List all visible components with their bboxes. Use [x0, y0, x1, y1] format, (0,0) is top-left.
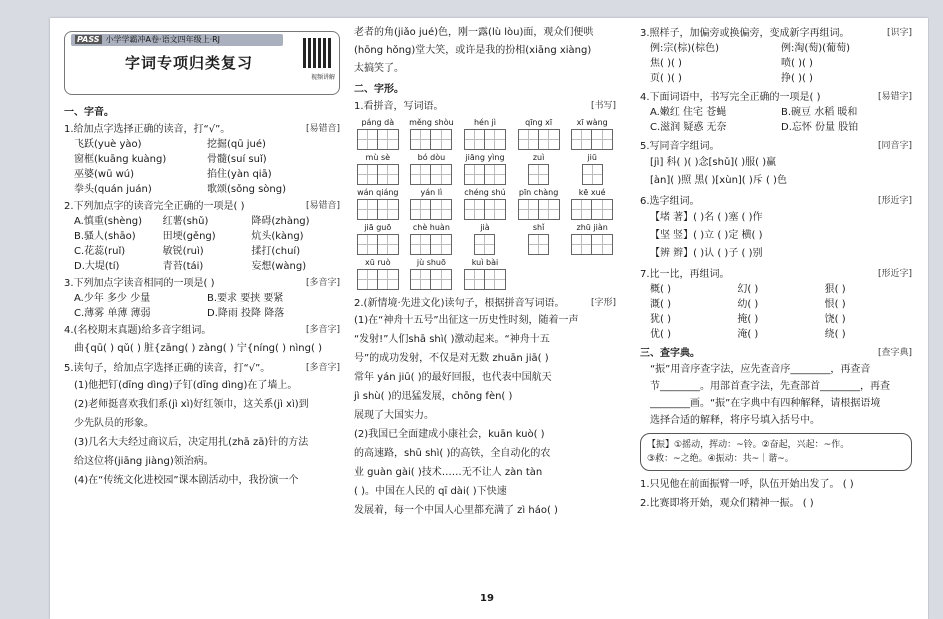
writing-box[interactable] — [518, 199, 539, 220]
text-line: 展现了大国实力。 — [354, 410, 434, 421]
writing-boxes — [461, 129, 509, 150]
question-text: 1.给加点字选择正确的读音，打“√”。 — [64, 124, 231, 135]
writing-box[interactable] — [357, 199, 378, 220]
question-tag: [多音字] — [305, 278, 340, 288]
section-heading: 二、字形。 — [354, 84, 404, 95]
pinyin-label: jù shuō — [416, 258, 446, 267]
question-tag: [查字典] — [877, 348, 912, 358]
answer-row — [74, 244, 340, 259]
answer-cell: B.骚人(shāo) — [74, 231, 136, 242]
writing-boxes — [408, 164, 456, 185]
text-line: “振”用音序查字法，应先查音序________，再查音 — [650, 364, 871, 375]
question-text: 2.(新情境·先进文化)读句子，根据拼音写词语。 — [354, 298, 565, 309]
writing-boxes — [408, 269, 456, 290]
text-line: 常年 yán jiū( )的最好回报，也代表中国航天 — [354, 372, 552, 383]
answer-cell: 例:宗(棕)(棕色) — [650, 43, 719, 54]
pinyin-label: bó dòu — [417, 153, 446, 162]
writing-box[interactable] — [539, 129, 560, 150]
question-2 — [354, 296, 616, 311]
question-text: 3.下列加点字读音相同的一项是( ) — [64, 278, 215, 289]
text-line: 少先队员的形象。 — [74, 418, 154, 429]
writing-box[interactable] — [378, 199, 399, 220]
writing-box[interactable] — [431, 234, 452, 255]
writing-boxes — [515, 234, 563, 255]
writing-box[interactable] — [485, 269, 506, 290]
text-line: 【振】①摇动，挥动：~铃。②奋起，兴起：~作。 — [647, 440, 850, 450]
answer-cell: 敏锐(ruì) — [162, 246, 204, 257]
text-line: 给这位将(jiāng jiàng)领治病。 — [74, 456, 214, 467]
question-tag: [同音字] — [877, 141, 912, 151]
answer-cell: 恨( ) — [824, 299, 846, 310]
answer-cell: B.碗豆 水稻 暖和 — [781, 107, 858, 118]
pinyin-item — [568, 222, 616, 255]
writing-box[interactable] — [592, 234, 613, 255]
question-tag: [字形] — [590, 298, 616, 308]
answer-cell: C.花蕊(ruǐ) — [74, 246, 126, 257]
scrollbar-track[interactable] — [929, 0, 943, 619]
answer-row — [74, 306, 340, 321]
answer-row — [650, 327, 912, 342]
text-line: [jì] 科( )( )念[shǔ]( )服( )赢 — [650, 157, 777, 168]
pinyin-item — [354, 222, 402, 255]
writing-box[interactable] — [485, 129, 506, 150]
qr-label: 视频讲解 — [310, 74, 335, 81]
pinyin-item — [515, 117, 563, 150]
text-line: ________画。“振”在字典中有四种解释，请根据语境 — [650, 398, 881, 409]
answer-cell: A.少年 多少 少量 — [74, 293, 151, 304]
writing-box[interactable] — [357, 269, 378, 290]
answer-cell: 页( )( ) — [650, 73, 682, 84]
pinyin-item — [408, 187, 456, 220]
answer-row — [74, 137, 340, 152]
workbook-page — [50, 18, 928, 619]
answer-cell: 巫婆(wū wú) — [74, 169, 135, 180]
question-text: 3.照样子，加偏旁或换偏旁，变成新字再组词。 — [640, 28, 850, 39]
column-left — [64, 18, 340, 603]
pinyin-item — [354, 257, 402, 290]
question-text: 2.下列加点字的读音完全正确的一项是( ) — [64, 201, 245, 212]
text-line: 号”的成功发射，不仅是对无数 zhuān jiā( ) — [354, 353, 549, 364]
writing-box[interactable] — [464, 269, 485, 290]
answer-cell: 幼( ) — [737, 299, 759, 310]
question-5 — [64, 361, 340, 376]
writing-boxes — [354, 129, 402, 150]
answer-row — [74, 229, 340, 244]
writing-box[interactable] — [410, 269, 431, 290]
text-line: 发展着，每一个中国人心里都充满了 zì háo( ) — [354, 505, 558, 516]
writing-box[interactable] — [431, 164, 452, 185]
answer-cell: 红薯(shǔ) — [162, 216, 209, 227]
pinyin-label: jià — [480, 223, 490, 232]
question-7 — [640, 267, 912, 282]
writing-boxes — [461, 199, 509, 220]
writing-boxes — [408, 129, 456, 150]
writing-box[interactable] — [571, 234, 592, 255]
column-middle — [354, 24, 616, 609]
pinyin-label: yán lì — [420, 188, 443, 197]
question-3 — [64, 276, 340, 291]
writing-boxes — [515, 129, 563, 150]
question-1 — [354, 99, 616, 114]
answer-cell: 炕头(kàng) — [251, 231, 304, 242]
writing-box[interactable] — [464, 199, 485, 220]
writing-boxes — [568, 234, 616, 255]
answer-cell: 挣( )( ) — [781, 73, 813, 84]
pinyin-label: jiāng yìng — [465, 153, 505, 162]
answer-cell: 掐住(yàn qiā) — [207, 169, 272, 180]
pinyin-label: wán qiáng — [357, 188, 399, 197]
writing-boxes — [354, 164, 402, 185]
writing-boxes — [461, 234, 509, 255]
answer-cell: 喷( )( ) — [781, 58, 813, 69]
series-bar — [71, 34, 283, 46]
writing-boxes — [568, 129, 616, 150]
text-line: (2)我国已全面建成小康社会，kuān kuò( ) — [354, 429, 545, 440]
pinyin-item — [515, 222, 563, 255]
answer-row — [650, 297, 912, 312]
column-right — [640, 24, 912, 609]
brand-logo: PASS — [77, 35, 100, 44]
answer-cell: 优( ) — [650, 329, 671, 340]
text-line: [àn]( )照 黑( )[xùn]( )斥 ( )色 — [650, 175, 787, 186]
pinyin-label: xī wàng — [576, 118, 608, 127]
question-text: 1.看拼音，写词语。 — [354, 101, 444, 112]
text-line: 【坚 竖】( )立 ( )定 横( ) — [650, 230, 763, 241]
pinyin-label: jiū — [587, 153, 597, 162]
writing-boxes — [354, 234, 402, 255]
answer-cell: B.要求 要挟 要紧 — [207, 293, 284, 304]
writing-box[interactable] — [357, 234, 378, 255]
pinyin-item — [568, 117, 616, 150]
answer-cell: D.忘怀 份量 股铂 — [781, 122, 859, 133]
answer-cell: 淹( ) — [737, 329, 759, 340]
pinyin-item — [461, 257, 509, 290]
answer-row — [650, 312, 912, 327]
text-line: 【堵 著】( )名 ( )塞 ( )作 — [650, 212, 763, 223]
answer-cell: 降碍(zhàng) — [251, 216, 310, 227]
writing-boxes — [408, 199, 456, 220]
answer-cell: A.嫩红 住宅 苍蝇 — [650, 107, 727, 118]
section-heading: 一、字音。 — [64, 107, 114, 118]
writing-box[interactable] — [485, 164, 506, 185]
answer-cell: 饶( ) — [824, 314, 846, 325]
page-number: 19 — [480, 593, 494, 604]
writing-box[interactable] — [378, 234, 399, 255]
pinyin-item — [515, 152, 563, 185]
question-text: 5.读句子，给加点字选择正确的读音，打“√”。 — [64, 363, 271, 374]
writing-box[interactable] — [410, 199, 431, 220]
question-tag: [形近字] — [877, 269, 912, 279]
answer-cell: 妄想(wàng) — [251, 261, 307, 272]
writing-boxes — [515, 199, 563, 220]
writing-box[interactable] — [571, 129, 592, 150]
answer-cell: 歌颂(sǒng sòng) — [207, 184, 287, 195]
text-line: (hōng hǒng)堂大笑，或许是我的扮相(xiāng xiàng) — [354, 45, 592, 56]
text-line: ( )。中国在人民的 qī dài( )下快速 — [354, 486, 507, 497]
question-text: 7.比一比，再组词。 — [640, 269, 730, 280]
answer-row — [74, 152, 340, 167]
pinyin-label: pīn chàng — [518, 188, 559, 197]
answer-cell: 溉( ) — [650, 299, 671, 310]
writing-box[interactable] — [378, 129, 399, 150]
writing-box[interactable] — [464, 164, 485, 185]
text-line: (3)几名大夫经过商议后，决定用扎(zhā zā)针的方法 — [74, 437, 309, 448]
answer-row — [650, 105, 912, 120]
question-tag: [易错音] — [305, 124, 340, 134]
writing-box[interactable] — [431, 269, 452, 290]
answer-cell: 焦( )( ) — [650, 58, 682, 69]
answer-cell: 幻( ) — [737, 284, 759, 295]
writing-box[interactable] — [464, 129, 485, 150]
pinyin-item — [515, 187, 563, 220]
writing-box[interactable] — [431, 199, 452, 220]
pinyin-item — [461, 222, 509, 255]
text-line: 的高速路，shū shì( )的高铁，全自动化的农 — [354, 448, 551, 459]
writing-box[interactable] — [485, 199, 506, 220]
question-5 — [640, 139, 912, 154]
answer-cell: C.滋润 疑惑 无奈 — [650, 122, 727, 133]
text-line: 节________。用部首查字法，先查部首________，再查 — [650, 381, 890, 392]
writing-boxes — [461, 269, 509, 290]
answer-cell: 窗框(kuāng kuàng) — [74, 154, 167, 165]
text-line: (2)老师挺喜欢我们系(jì xì)好红领巾，这关系(jì xì)到 — [74, 399, 309, 410]
pinyin-item — [408, 222, 456, 255]
answer-cell: A.慎重(shèng) — [74, 216, 143, 227]
writing-box[interactable] — [592, 199, 613, 220]
writing-box[interactable] — [357, 164, 378, 185]
writing-box[interactable] — [378, 164, 399, 185]
answer-cell: 绕( ) — [824, 329, 846, 340]
text-line: 1.只见他在前面振臂一呼，队伍开始出发了。 ( ) — [640, 479, 854, 490]
pinyin-label: xū ruò — [364, 258, 391, 267]
writing-boxes — [568, 199, 616, 220]
writing-box[interactable] — [410, 234, 431, 255]
pinyin-label: chè huàn — [412, 223, 450, 232]
pinyin-item — [461, 152, 509, 185]
pinyin-item — [408, 152, 456, 185]
question-text: 6.选字组词。 — [640, 196, 700, 207]
pinyin-label: páng dà — [361, 118, 395, 127]
question-4 — [640, 90, 912, 105]
dictionary-note-box — [640, 433, 912, 471]
writing-box[interactable] — [410, 164, 431, 185]
pinyin-item — [461, 117, 509, 150]
text-line: “发射!”人们shā shì( )激动起来。“神舟十五 — [354, 334, 550, 345]
question-tag: [多音字] — [305, 325, 340, 335]
writing-boxes — [354, 199, 402, 220]
answer-cell: 例:淘(萄)(葡萄) — [781, 43, 850, 54]
pinyin-label: qīng xī — [525, 118, 553, 127]
pinyin-item — [354, 152, 402, 185]
text-line: 选择合适的解释，将序号填入括号中。 — [650, 415, 820, 426]
question-tag: [易错音] — [305, 201, 340, 211]
answer-cell: 揉打(chuí) — [251, 246, 301, 257]
answer-cell: C.薄雾 单薄 薄弱 — [74, 308, 151, 319]
pinyin-label: hén jì — [473, 118, 497, 127]
writing-box[interactable] — [528, 164, 549, 185]
pinyin-label: mù sè — [365, 153, 391, 162]
writing-boxes — [461, 164, 509, 185]
text-line: (1)他把钉(dīng dìng)子钉(dīng dìng)在了墙上。 — [74, 380, 298, 391]
pinyin-label: kuì bài — [471, 258, 499, 267]
question-text: 4.(名校期末真题)给多音字组词。 — [64, 325, 212, 336]
question-tag: [书写] — [590, 101, 616, 111]
pinyin-label: měng shòu — [409, 118, 454, 127]
answer-cell: D.大堤(tí) — [74, 261, 120, 272]
answer-row — [650, 71, 912, 86]
answer-row — [650, 120, 912, 135]
writing-boxes — [515, 164, 563, 185]
answer-row — [74, 259, 340, 274]
question-tag: [易错字] — [877, 92, 912, 102]
pinyin-label: shǐ — [532, 223, 545, 232]
writing-box[interactable] — [539, 199, 560, 220]
writing-box[interactable] — [357, 129, 378, 150]
answer-cell: 骨髓(suí suǐ) — [207, 154, 267, 165]
section-heading — [640, 346, 912, 361]
text-line: 老者的角(jiǎo jué)色，刚一露(lù lòu)面，观众们便哄 — [354, 27, 594, 38]
answer-row — [650, 282, 912, 297]
pinyin-label: chéng shú — [464, 188, 506, 197]
text-line: 【辨 辫】( )认 ( )子 ( )别 — [650, 248, 763, 259]
answer-row — [650, 56, 912, 71]
pinyin-item — [408, 257, 456, 290]
answer-row — [74, 291, 340, 306]
series-label: 小学学霸冲A卷·语文四年级上·RJ — [105, 35, 221, 44]
answer-cell: D.降雨 投降 降落 — [207, 308, 285, 319]
writing-box[interactable] — [431, 129, 452, 150]
answer-cell: 掩( ) — [737, 314, 759, 325]
text-line: (1)在“神舟十五号”出征这一历史性时刻，随着一声 — [354, 315, 579, 326]
pinyin-label: zhū jiàn — [576, 223, 608, 232]
question-3 — [640, 26, 912, 41]
answer-cell: 犹( ) — [650, 314, 671, 325]
text-line: ③救：~之绝。④振动：共~｜谐~。 — [647, 454, 794, 464]
question-1 — [64, 122, 340, 137]
writing-box[interactable] — [528, 234, 549, 255]
section-heading-text: 三、查字典。 — [640, 348, 700, 359]
pinyin-item — [568, 187, 616, 220]
question-text: 4.下面词语中，书写完全正确的一项是( ) — [640, 92, 821, 103]
text-line: 2.比赛即将开始，观众们精神一振。 ( ) — [640, 498, 814, 509]
question-tag: [多音字] — [305, 363, 340, 373]
text-line: 太搞笑了。 — [354, 63, 404, 74]
writing-boxes — [408, 234, 456, 255]
answer-row — [74, 182, 340, 197]
answer-cell: 挖掘(qū jué) — [207, 139, 266, 150]
answer-cell: 拳头(quán juán) — [74, 184, 152, 195]
question-text: 5.写同音字组词。 — [640, 141, 720, 152]
text-line: jì shù( )的迅猛发展，chōng fèn( ) — [354, 391, 513, 402]
pinyin-label: jiā guō — [364, 223, 392, 232]
answer-cell: 田埂(gěng) — [162, 231, 216, 242]
answer-row — [74, 167, 340, 182]
text-line: (4)在“传统文化进校园”课本剧活动中，我扮演一个 — [74, 475, 299, 486]
question-6 — [640, 194, 912, 209]
writing-box[interactable] — [378, 269, 399, 290]
qr-code-icon[interactable] — [303, 38, 333, 68]
writing-box[interactable] — [518, 129, 539, 150]
pinyin-item — [354, 117, 402, 150]
writing-boxes — [568, 164, 616, 185]
answer-cell: 狠( ) — [824, 284, 846, 295]
page-title: 字词专项归类复习 — [125, 54, 254, 72]
question-4 — [64, 323, 340, 338]
polyphone-row: 曲{qū( ) qǔ( ) 脏{zāng( ) zàng( ) 宁{níng( ) nìng( ) — [74, 343, 322, 354]
answer-row — [650, 41, 912, 56]
answer-cell: 青苔(tái) — [162, 261, 204, 272]
pinyin-label: kē xué — [578, 188, 606, 197]
pinyin-item — [354, 187, 402, 220]
pinyin-writing-grid — [354, 117, 616, 290]
question-2 — [64, 199, 340, 214]
question-tag: [形近字] — [877, 196, 912, 206]
question-tag: [识字] — [886, 28, 912, 38]
pinyin-item — [568, 152, 616, 185]
writing-box[interactable] — [592, 129, 613, 150]
writing-boxes — [354, 269, 402, 290]
writing-box[interactable] — [410, 129, 431, 150]
writing-box[interactable] — [582, 164, 603, 185]
writing-box[interactable] — [474, 234, 495, 255]
answer-cell: 概( ) — [650, 284, 671, 295]
pinyin-label: zuì — [532, 153, 545, 162]
answer-row — [74, 214, 340, 229]
answer-cell: 飞跃(yuè yào) — [74, 139, 142, 150]
text-line: 业 guàn gài( )技术……无不让人 zàn tàn — [354, 467, 543, 478]
header-banner — [64, 31, 340, 95]
pinyin-item — [461, 187, 509, 220]
pinyin-item — [408, 117, 456, 150]
writing-box[interactable] — [571, 199, 592, 220]
